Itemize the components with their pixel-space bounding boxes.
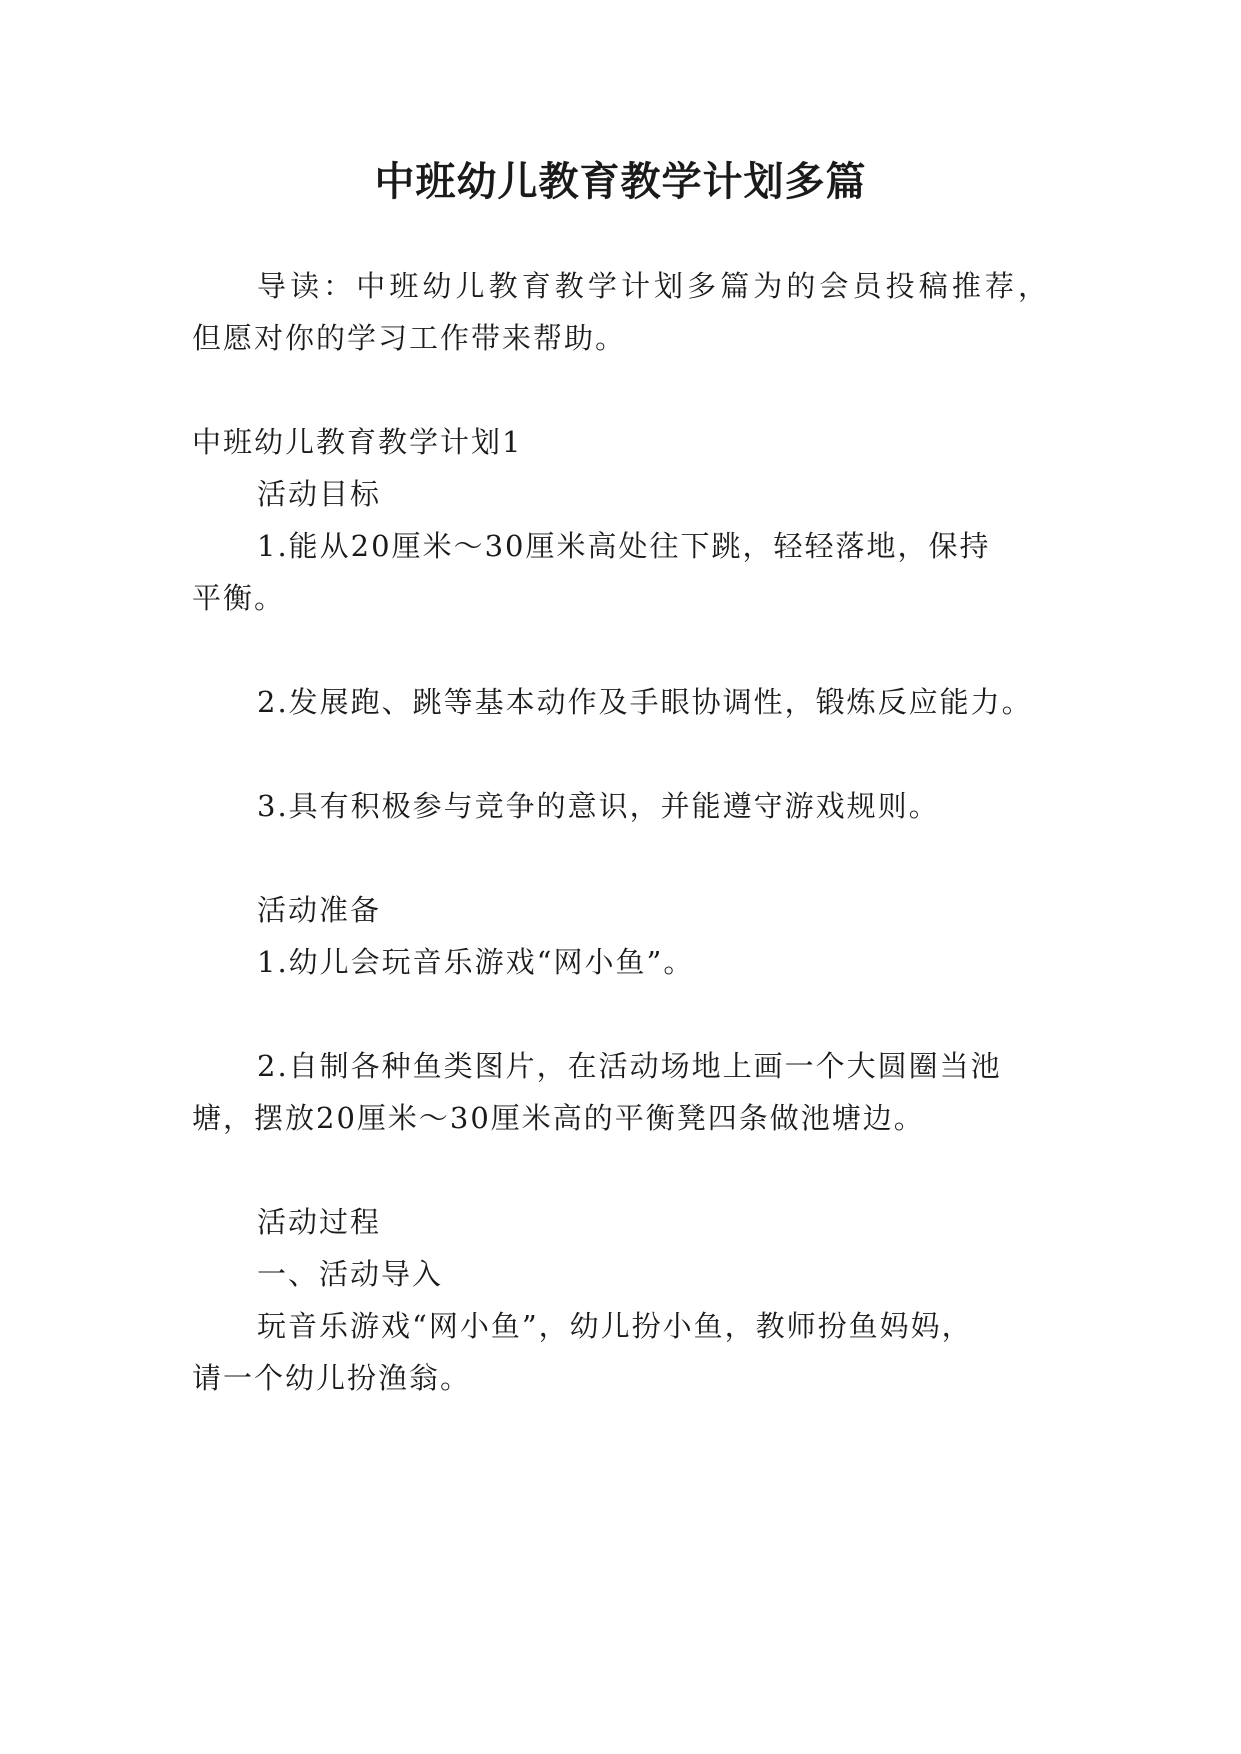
preparation-item-2-line-1: 2.自制各种鱼类图片，在活动场地上画一个大圆圈当池 [257, 1049, 1002, 1083]
intro-line-2: 但愿对你的学习工作带来帮助。 [192, 321, 627, 355]
process-step-1-heading: 一、活动导入 [257, 1257, 444, 1291]
goals-heading: 活动目标 [257, 477, 382, 511]
document-title: 中班幼儿教育教学计划多篇 [374, 158, 867, 205]
preparation-item-1: 1.幼儿会玩音乐游戏“网小鱼”。 [257, 945, 695, 979]
preparation-item-2-line-2: 塘，摆放20厘米～30厘米高的平衡凳四条做池塘边。 [192, 1101, 925, 1135]
goal-item-3: 3.具有积极参与竞争的意识，并能遵守游戏规则。 [257, 789, 940, 823]
preparation-heading: 活动准备 [257, 893, 382, 927]
process-step-1-line-1: 玩音乐游戏“网小鱼”，幼儿扮小鱼，教师扮鱼妈妈， [257, 1309, 973, 1343]
goal-item-2: 2.发展跑、跳等基本动作及手眼协调性，锻炼反应能力。 [257, 685, 1033, 719]
goal-item-1-line-1: 1.能从20厘米～30厘米高处往下跳，轻轻落地，保持 [257, 529, 991, 563]
intro-line-1: 导读：中班幼儿教育教学计划多篇为的会员投稿推荐， [257, 269, 1047, 303]
process-step-1-line-2: 请一个幼儿扮渔翁。 [192, 1361, 472, 1395]
process-heading: 活动过程 [257, 1205, 382, 1239]
section-heading: 中班幼儿教育教学计划1 [192, 425, 523, 459]
goal-item-1-line-2: 平衡。 [192, 581, 286, 615]
